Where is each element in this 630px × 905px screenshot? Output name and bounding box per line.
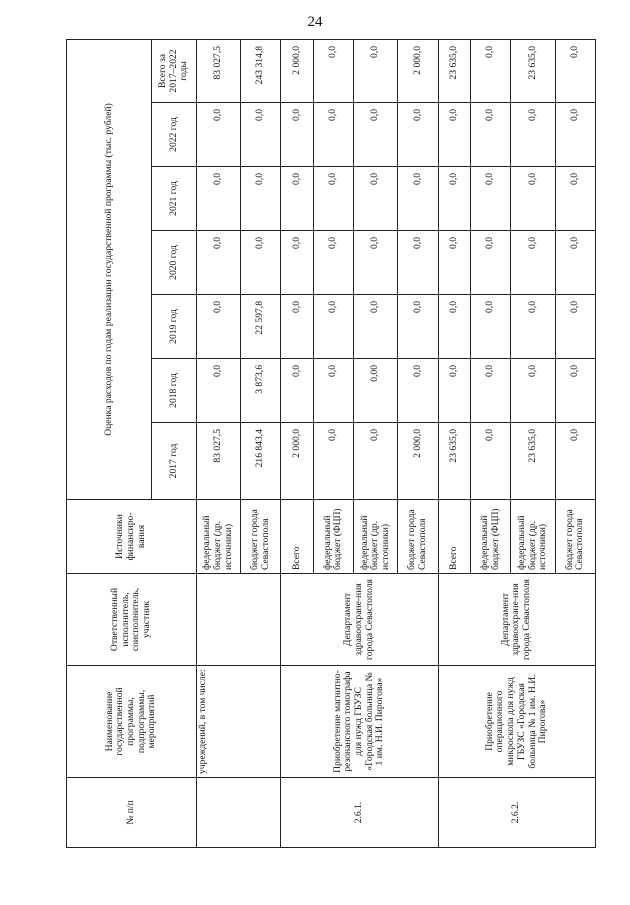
header-row-1 <box>67 39 152 847</box>
value-cell: 0,0 <box>471 295 511 359</box>
value-cell: 23 635,0 <box>438 423 471 500</box>
header-estimate: Оценка расходов по годам реализации государственной программы (тыс. рублей) <box>67 39 152 499</box>
header-name: Наименование государственной программы, подпрограммы, мероприятий <box>67 666 197 778</box>
value-cell: 0,0 <box>281 167 314 231</box>
total-cell: 83 027,5 <box>196 39 240 102</box>
value-cell: 0,0 <box>196 295 240 359</box>
row-num: 2.6.1. <box>281 778 438 848</box>
table-row <box>438 39 471 847</box>
total-cell: 0,0 <box>313 39 353 102</box>
row-num <box>196 778 280 848</box>
value-cell: 0,0 <box>281 359 314 423</box>
value-cell: 0,0 <box>555 295 595 359</box>
value-cell: 0,0 <box>313 295 353 359</box>
value-cell: 22 597,8 <box>240 295 280 359</box>
value-cell: 0,0 <box>398 231 438 295</box>
header-year: 2018 год <box>152 359 196 423</box>
value-cell: 0,0 <box>313 231 353 295</box>
value-cell: 0,0 <box>438 231 471 295</box>
value-cell: 0,0 <box>511 295 555 359</box>
value-cell: 0,0 <box>196 359 240 423</box>
value-cell: 0,0 <box>398 103 438 167</box>
value-cell: 0,0 <box>555 359 595 423</box>
value-cell: 0,0 <box>438 295 471 359</box>
expenditure-table <box>66 39 596 848</box>
value-cell: 0,0 <box>555 103 595 167</box>
value-cell: 23 635,0 <box>511 423 555 500</box>
value-cell: 0,0 <box>281 295 314 359</box>
row-source: федеральный бюджет (др. источники) <box>196 500 240 574</box>
value-cell: 2 000,0 <box>281 423 314 500</box>
value-cell: 0,0 <box>354 103 398 167</box>
row-source: Всего <box>438 500 471 574</box>
value-cell: 0,0 <box>471 167 511 231</box>
row-num: 2.6.2. <box>438 778 595 848</box>
row-source: федеральный бюджет (ФЦП) <box>471 500 511 574</box>
header-year: 2019 год <box>152 295 196 359</box>
value-cell: 0,0 <box>398 359 438 423</box>
header-num: № п/п <box>67 778 197 848</box>
value-cell: 216 843,4 <box>240 423 280 500</box>
row-source: федеральный бюджет (др. источники) <box>354 500 398 574</box>
value-cell: 0,0 <box>511 231 555 295</box>
row-source: бюджет города Севастополя <box>240 500 280 574</box>
row-executor: Департамент здравоохране-ния города Севастополя <box>281 574 438 666</box>
value-cell: 0,0 <box>511 167 555 231</box>
value-cell: 0,0 <box>281 231 314 295</box>
value-cell: 0,0 <box>196 167 240 231</box>
row-source: федеральный бюджет (ФЦП) <box>313 500 353 574</box>
header-year: 2017 год <box>152 423 196 500</box>
value-cell: 0,0 <box>471 103 511 167</box>
row-executor <box>196 574 280 666</box>
total-cell: 0,0 <box>354 39 398 102</box>
row-name: Приобретение магнитно-резонансного томографа для нужд ГБУЗС «Городская больница № 1 им. Н.И. Пирогова» <box>281 666 438 778</box>
total-cell: 2 000,0 <box>281 39 314 102</box>
value-cell: 0,0 <box>354 423 398 500</box>
header-executor: Ответственный исполнитель, соисполнитель, участник <box>67 574 197 666</box>
value-cell: 0,0 <box>354 167 398 231</box>
header-year: 2020 год <box>152 231 196 295</box>
row-source: Всего <box>281 500 314 574</box>
value-cell: 0,0 <box>313 359 353 423</box>
value-cell: 0,0 <box>313 103 353 167</box>
value-cell: 2 000,0 <box>398 423 438 500</box>
value-cell: 0,00 <box>354 359 398 423</box>
row-name: учреждений, в том числе: <box>196 666 280 778</box>
value-cell: 0,0 <box>471 231 511 295</box>
total-cell: 23 635,0 <box>438 39 471 102</box>
table-row <box>281 39 314 847</box>
value-cell: 0,0 <box>240 103 280 167</box>
value-cell: 0,0 <box>313 167 353 231</box>
value-cell: 0,0 <box>196 231 240 295</box>
row-source: бюджет города Севастополя <box>398 500 438 574</box>
value-cell: 0,0 <box>511 103 555 167</box>
row-source: федеральный бюджет (др. источники) <box>511 500 555 574</box>
total-cell: 243 314,8 <box>240 39 280 102</box>
value-cell: 0,0 <box>438 167 471 231</box>
total-cell: 0,0 <box>555 39 595 102</box>
value-cell: 0,0 <box>196 103 240 167</box>
value-cell: 0,0 <box>281 103 314 167</box>
value-cell: 0,0 <box>354 231 398 295</box>
value-cell: 0,0 <box>398 295 438 359</box>
value-cell: 83 027,5 <box>196 423 240 500</box>
value-cell: 0,0 <box>240 167 280 231</box>
value-cell: 0,0 <box>354 295 398 359</box>
value-cell: 0,0 <box>555 231 595 295</box>
value-cell: 3 873,6 <box>240 359 280 423</box>
value-cell: 0,0 <box>511 359 555 423</box>
value-cell: 0,0 <box>398 167 438 231</box>
value-cell: 0,0 <box>240 231 280 295</box>
rotated-table-wrapper <box>66 40 596 848</box>
table-row <box>196 39 240 847</box>
header-year: 2021 год <box>152 167 196 231</box>
value-cell: 0,0 <box>438 103 471 167</box>
row-name: Приобретение операционного микроскопа для нужд ГБУЗС «Городская больница № 1 им. Н.И. Пирогова» <box>438 666 595 778</box>
header-total: Всего за 2017–2022 годы <box>152 39 196 102</box>
header-year: 2022 год <box>152 103 196 167</box>
value-cell: 0,0 <box>471 359 511 423</box>
value-cell: 0,0 <box>555 167 595 231</box>
value-cell: 0,0 <box>313 423 353 500</box>
page-number: 24 <box>307 14 323 30</box>
value-cell: 0,0 <box>555 423 595 500</box>
row-executor: Департамент здравоохране-ния города Севастополя <box>438 574 595 666</box>
value-cell: 0,0 <box>438 359 471 423</box>
value-cell: 0,0 <box>471 423 511 500</box>
row-source: бюджет города Севастополя <box>555 500 595 574</box>
total-cell: 23 635,0 <box>511 39 555 102</box>
header-source: Источники финансиро-вания <box>67 500 197 574</box>
total-cell: 0,0 <box>471 39 511 102</box>
total-cell: 2 000,0 <box>398 39 438 102</box>
